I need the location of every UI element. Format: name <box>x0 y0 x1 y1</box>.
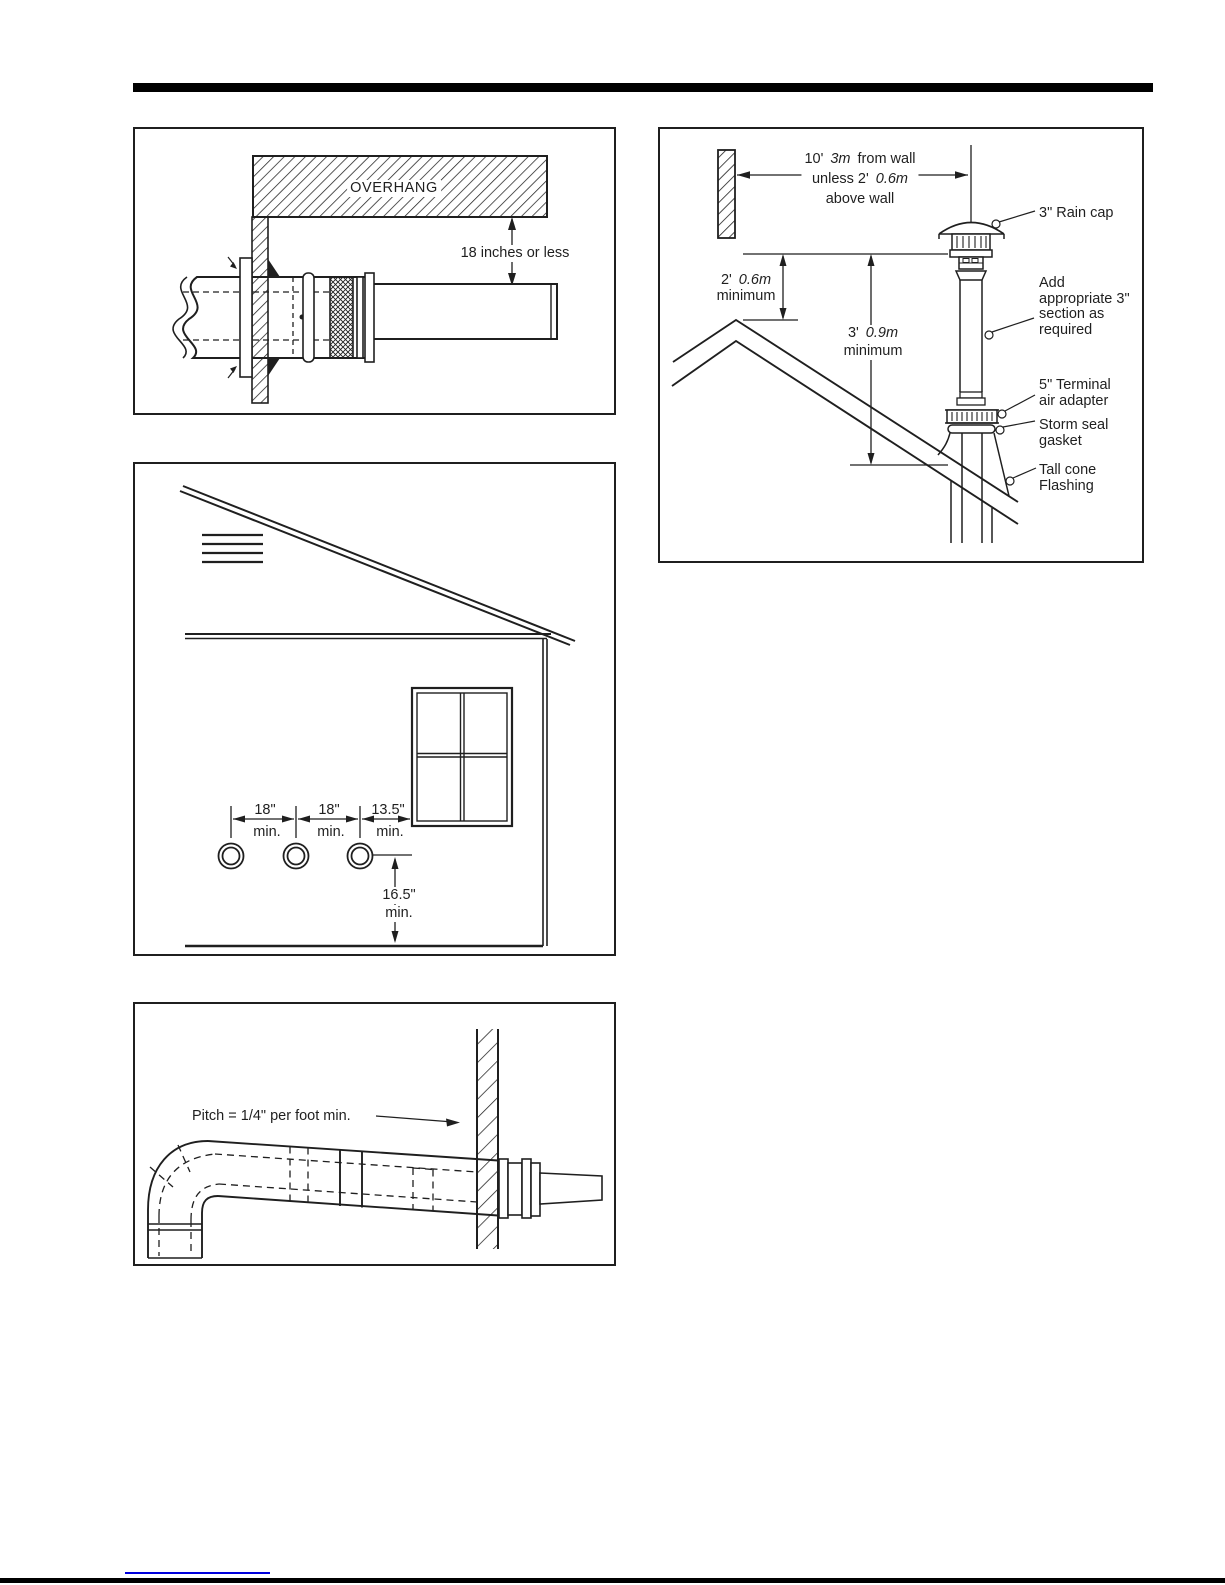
dim-3ft-imperial: 3' <box>847 325 859 341</box>
section-label-l3: section as <box>1039 306 1105 322</box>
pipe-pitch-drawing <box>133 1002 612 1262</box>
height-value: 16.5" <box>379 887 418 904</box>
wall-dim-imperial: 10' <box>804 151 824 167</box>
terminal-adapter-label <box>1039 377 1111 409</box>
gasket-label-l2: gasket <box>1039 433 1082 449</box>
wall-section <box>252 217 268 403</box>
dim3-suffix: min. <box>376 824 404 840</box>
overhang-clearance-figure <box>133 127 616 415</box>
pipe-pitch-figure <box>133 1002 616 1266</box>
dim-2ft-metric: 0.6m <box>738 272 772 288</box>
dim-3ft-label <box>841 325 906 360</box>
pitch-arrow <box>376 1116 460 1127</box>
footer-link-underline[interactable] <box>125 1572 270 1574</box>
dim2-suffix: min. <box>317 824 345 840</box>
flue-pipe <box>148 1141 498 1258</box>
dim-3ft-suffix: minimum <box>843 342 903 359</box>
sidewall-spacing-drawing <box>133 462 612 952</box>
pitch-label: Pitch = 1/4" per foot min. <box>192 1108 351 1124</box>
wall-dim2-text: unless 2' <box>811 171 869 187</box>
flashing-label-l2: Flashing <box>1039 478 1094 494</box>
flashing-label-l1: Tall cone <box>1039 462 1097 478</box>
section-label-l1: Add <box>1039 275 1065 291</box>
storm-seal-label <box>1039 417 1108 449</box>
dim-3ft-metric: 0.9m <box>865 325 899 341</box>
adjacent-wall <box>718 150 735 238</box>
sidewall-spacing-figure <box>133 462 616 956</box>
dim1-suffix: min. <box>253 824 281 840</box>
overhang-clearance-label: 18 inches or less <box>458 245 573 262</box>
window <box>412 688 512 826</box>
wall-section <box>477 1029 498 1249</box>
rain-cap-label: 3" Rain cap <box>1039 205 1114 221</box>
dim-2ft-imperial: 2' <box>720 272 732 288</box>
dim2-value: 18" <box>318 802 340 818</box>
header-rule <box>133 83 1153 92</box>
wall-dim-metric: 3m <box>830 151 851 167</box>
dim-2ft-suffix: minimum <box>716 288 776 304</box>
overhang-clearance-drawing <box>133 127 612 411</box>
vent-terminal <box>499 1159 602 1218</box>
roof-vent-figure <box>658 127 1144 563</box>
vent-terminals <box>219 844 373 869</box>
dim1-value: 18" <box>254 802 276 818</box>
dim3-value: 13.5" <box>371 802 405 818</box>
wall-dim2-metric: 0.6m <box>875 171 909 187</box>
wall-distance-label <box>801 149 918 209</box>
house-outline <box>180 486 575 946</box>
wall-dim-text: from wall <box>857 151 916 167</box>
terminal-label-l2: air adapter <box>1039 393 1109 409</box>
tall-cone-flashing-label <box>1039 462 1096 494</box>
overhang-label: OVERHANG <box>347 180 441 197</box>
dim-2ft-label <box>717 272 776 304</box>
footer-rule <box>0 1578 1225 1583</box>
height-suffix: min. <box>382 905 415 922</box>
gasket-label-l1: Storm seal <box>1039 417 1109 433</box>
wall-dim3-text: above wall <box>825 191 895 207</box>
section-label-l4: required <box>1039 321 1093 338</box>
vent-pipe-horizontal <box>173 273 557 362</box>
section-label <box>1039 276 1130 338</box>
terminal-label-l1: 5" Terminal <box>1039 377 1111 393</box>
section-label-l2: appropriate 3" <box>1039 290 1130 307</box>
